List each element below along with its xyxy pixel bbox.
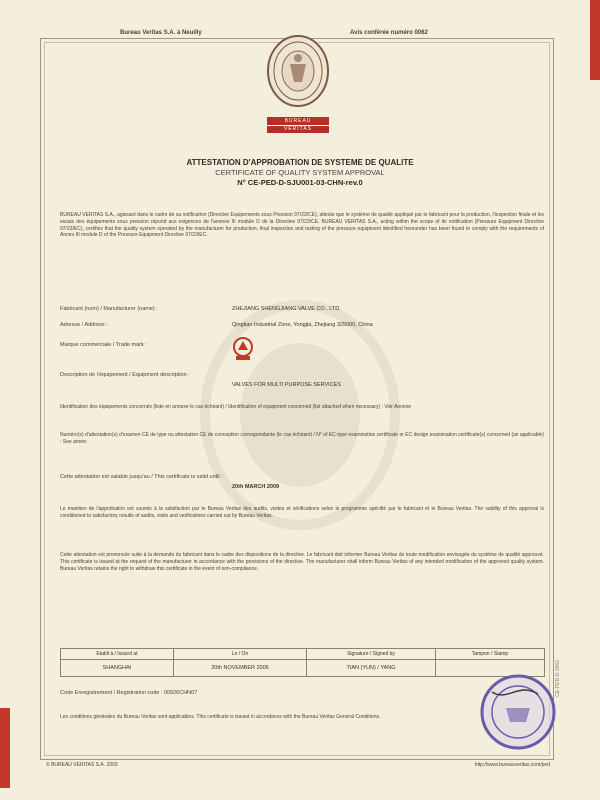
header-issued-at: Etabli à / Issued at xyxy=(61,649,174,660)
red-edge-right xyxy=(590,0,600,80)
side-reference-text: CE-PED-D 0062 xyxy=(555,660,561,697)
equipment-value: VALVES FOR MULTI PURPOSE SERVICES xyxy=(232,382,342,388)
header-signed-by: Signature / Signed by xyxy=(307,649,436,660)
table-header-row xyxy=(61,649,545,660)
brand-top-text: BUREAU xyxy=(284,118,312,124)
watermark-emblem-icon xyxy=(200,300,400,530)
table-row xyxy=(61,660,545,677)
address-value: Qingtian Industrial Zone, Yongjia, Zhejiang 325000, China xyxy=(232,322,373,328)
trademark-logo-icon xyxy=(232,336,254,362)
header-right-text: Avis conférée numéro 0062 xyxy=(350,30,428,36)
value-on: 20th NOVEMBER 2006 xyxy=(174,660,307,677)
value-signed-by: TIAN (YUN) / YANG xyxy=(307,660,436,677)
identification-paragraph: Identification des équipements concernés (liste en annexe le cas échéant) / Identification of equipment concerned (list attached when necessary) : Voir Annexe xyxy=(60,404,412,410)
brand-bottom-text: VERITAS xyxy=(267,125,329,133)
equipment-label: Description de l'équipement / Equipment description : xyxy=(60,372,190,378)
small-print: Les conditions générales du Bureau Veritas sont applicables. This certificate is issued in accordance with the Bureau Veritas General Conditions. xyxy=(60,714,381,720)
official-stamp-icon xyxy=(478,672,558,752)
value-issued-at: SHANGHAI xyxy=(61,660,174,677)
website-link[interactable]: http://www.bureauveritas.com/ped xyxy=(474,762,550,768)
bureau-veritas-brand-bar xyxy=(267,117,329,133)
conditions-paragraph: Le maintien de l'approbation est soumis à la satisfaction par le Bureau Veritas des audits, visites et vérifications selon le programme spécifié par le fabricant et le Bureau Veritas. The validity of this approval is conditioned to satisfactory results of audits, visits and verifications carried out by Bureau Veritas. xyxy=(60,506,544,519)
validity-value: 20th MARCH 2009 xyxy=(232,484,280,490)
manufacturer-value: ZHEJIANG SHENGJIANG VALVE CO., LTD. xyxy=(232,306,341,312)
certificate-note-paragraph: Numéro(s) d'attestation(s) d'examen CE de type ou attestation CE de conception correspondante (le cas échéant) / N° of EC-type examination certificate or EC design examination certificate(s) concerned (as applicable) : See annex xyxy=(60,432,544,445)
address-label: Adresse / Address : xyxy=(60,322,108,328)
registration-code: Code Enregistrement / Registration code : 00926CHN07 xyxy=(60,690,198,696)
certificate-number: N° CE-PED-D-SJU001-03-CHN-rev.0 xyxy=(237,178,363,187)
certificate-title-block xyxy=(60,158,540,187)
red-edge-left xyxy=(0,708,10,788)
header-left-text: Bureau Veritas S.A. à Neuilly xyxy=(120,30,202,36)
validity-label: Cette attestation est valable jusqu'au / This certificate is valid until : xyxy=(60,474,223,480)
bureau-veritas-seal-icon xyxy=(266,34,330,108)
copyright-text: © BUREAU VERITAS S.A. 2003 xyxy=(46,762,118,768)
title-english: CERTIFICATE OF QUALITY SYSTEM APPROVAL xyxy=(215,168,385,177)
intro-paragraph: BUREAU VERITAS S.A., agissant dans le cadre de sa notification (Directive Equipements sous Pression 97/23/CE), atteste que le système de qualité appliqué par le fabricant pour la production, l'inspection finale et les essais des équipements sous pression répond aux exigences de l'annexe III module D de la Directive 97/23/CE. BUREAU VERITAS S.A., acting within the scope of its notification (Pressure Equipment Directive 97/23/EC), certifies that the quality system operated by the manufacturer for production, final inspection and testing of the pressure equipment identified hereunder has been found to comply with the requirements of Annex III module D of the Pressure Equipment Directive 97/23/EC. xyxy=(60,212,544,239)
header-on: Le / On xyxy=(174,649,307,660)
title-french: ATTESTATION D'APPROBATION DE SYSTEME DE QUALITE xyxy=(186,158,414,167)
header-stamp: Tampon / Stamp xyxy=(436,649,545,660)
legal-paragraph: Cette attestation est prononcée suite à la demande du fabricant dans le cadre des dispositions de la directive. Le fabricant doit informer Bureau Veritas de toute modification envisagée du système de qualité approuvé. This certificate is issued at the request of the manufacturer in accordance with the provisions of the directive. The manufacturer shall inform Bureau Veritas of any intended modification of the approved quality system. Bureau Veritas retains the right to withdraw this certificate in the event of non-compliance. xyxy=(60,552,544,572)
manufacturer-label: Fabricant (nom) / Manufacturer (name) : xyxy=(60,306,158,312)
trademark-label: Marque commerciale / Trade mark : xyxy=(60,342,147,348)
issuance-table xyxy=(60,648,545,677)
